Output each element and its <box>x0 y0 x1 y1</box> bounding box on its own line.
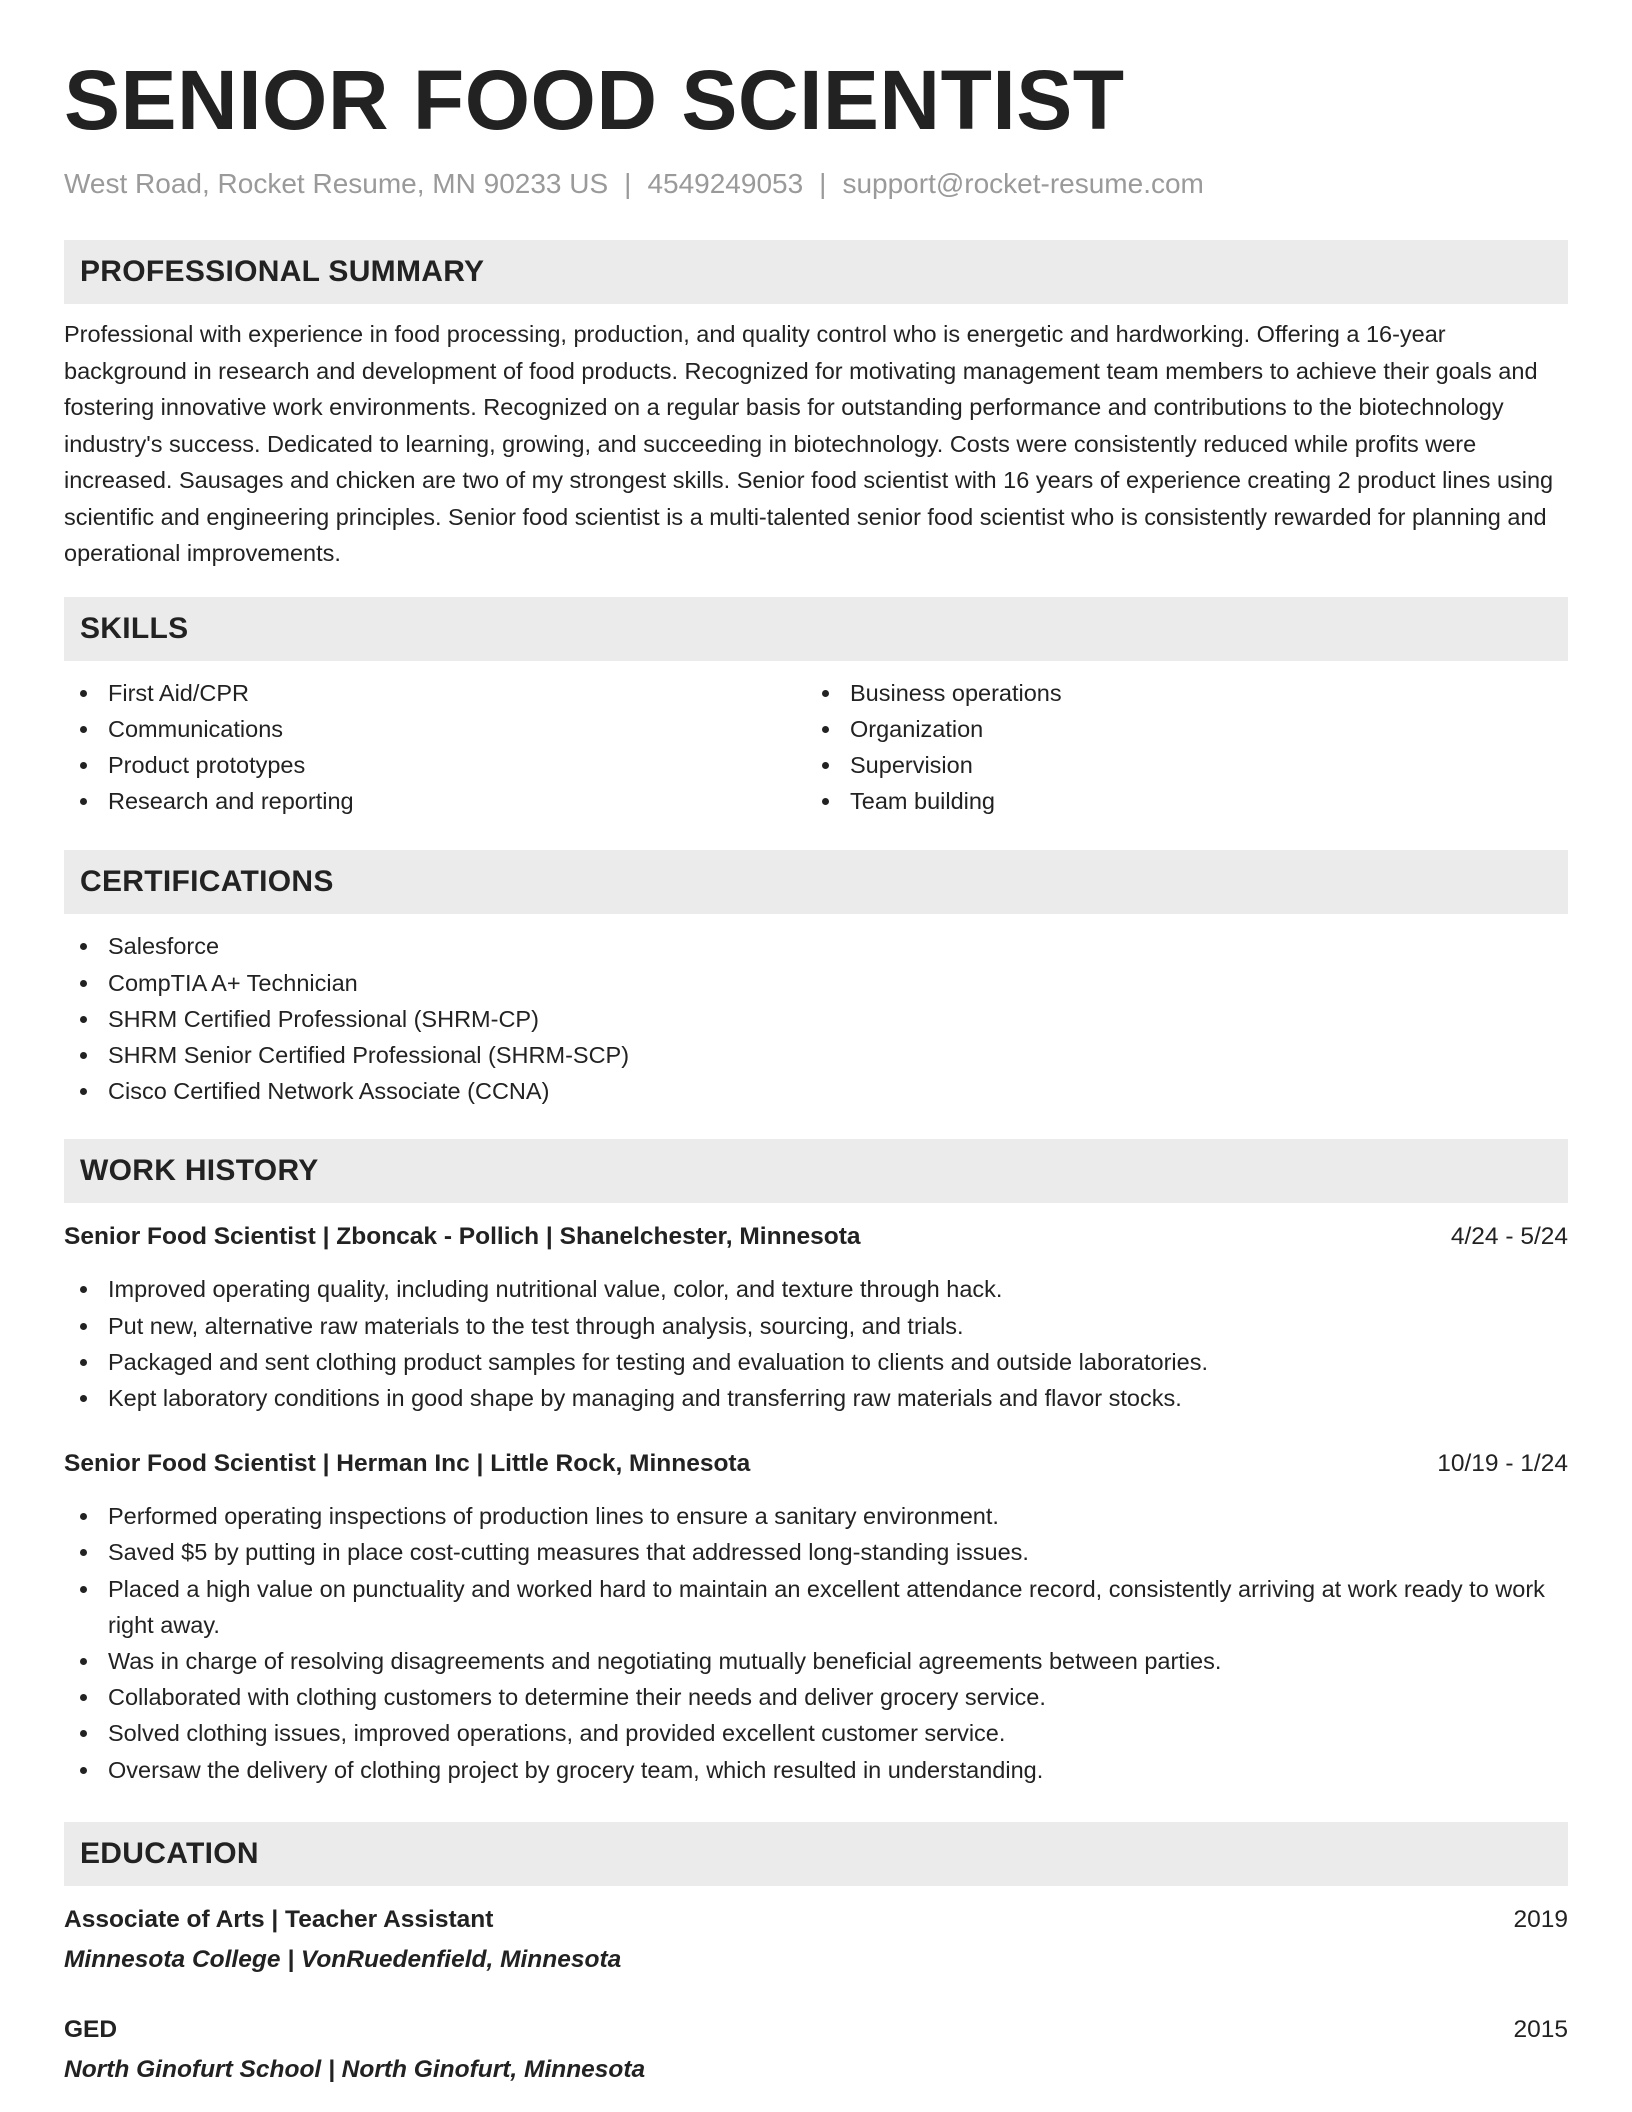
skill-item: Organization <box>806 711 1548 747</box>
job-bullet: Collaborated with clothing customers to determine their needs and deliver grocery service. <box>64 1679 1568 1715</box>
certification-item: Salesforce <box>64 928 1568 964</box>
education-year: 2019 <box>1513 1905 1568 1933</box>
education-school: North Ginofurt School | North Ginofurt, Minnesota <box>64 2055 646 2083</box>
job-bullet: Was in charge of resolving disagreements and negotiating mutually beneficial agreements between parties. <box>64 1643 1568 1679</box>
skill-item: Research and reporting <box>64 783 806 819</box>
job-bullet: Performed operating inspections of production lines to ensure a sanitary environment. <box>64 1498 1568 1534</box>
contact-phone: 4549249053 <box>647 168 804 199</box>
education-header <box>64 2014 1568 2046</box>
job-bullet: Packaged and sent clothing product samples for testing and evaluation to clients and outside laboratories. <box>64 1344 1568 1380</box>
education-entry <box>64 1904 1568 1976</box>
resume-page <box>64 0 1568 2086</box>
job-bullet: Improved operating quality, including nutritional value, color, and texture through hack. <box>64 1271 1568 1307</box>
job-bullet: Placed a high value on punctuality and worked hard to maintain an excellent attendance record, consistently arriving at work ready to work right away. <box>64 1571 1568 1643</box>
job-title: Senior Food Scientist | Zboncak - Pollich | Shanelchester, Minnesota <box>64 1223 861 1251</box>
job-dates: 10/19 - 1/24 <box>1437 1450 1568 1478</box>
certification-item: SHRM Senior Certified Professional (SHRM-SCP) <box>64 1037 1568 1073</box>
skill-item: Supervision <box>806 747 1548 783</box>
job-bullet: Kept laboratory conditions in good shape by managing and transferring raw materials and flavor stocks. <box>64 1380 1568 1416</box>
certifications-list <box>64 928 1568 1109</box>
job-dates: 4/24 - 5/24 <box>1450 1223 1568 1251</box>
section-heading-certifications: CERTIFICATIONS <box>64 850 1568 914</box>
candidate-name: SENIOR FOOD SCIENTIST <box>64 53 1125 147</box>
certification-item: Cisco Certified Network Associate (CCNA) <box>64 1073 1568 1109</box>
skills-column-right <box>806 675 1548 820</box>
section-heading-work-history: WORK HISTORY <box>64 1139 1568 1203</box>
education-school: Minnesota College | VonRuedenfield, Minnesota <box>64 1945 622 1973</box>
job-title: Senior Food Scientist | Herman Inc | Little Rock, Minnesota <box>64 1450 751 1478</box>
skill-item: Product prototypes <box>64 747 806 783</box>
contact-separator: | <box>819 168 827 199</box>
education-degree: GED <box>64 2015 118 2043</box>
certification-item: SHRM Certified Professional (SHRM-CP) <box>64 1001 1568 1037</box>
job-bullet: Put new, alternative raw materials to the test through analysis, sourcing, and trials. <box>64 1308 1568 1344</box>
section-heading-skills: SKILLS <box>64 597 1568 661</box>
section-heading-education: EDUCATION <box>64 1822 1568 1886</box>
job-bullets <box>64 1498 1568 1788</box>
job-entry <box>64 1221 1568 1416</box>
contact-separator: | <box>624 168 632 199</box>
job-bullet: Solved clothing issues, improved operations, and provided excellent customer service. <box>64 1715 1568 1751</box>
job-bullet: Saved $5 by putting in place cost-cutting measures that addressed long-standing issues. <box>64 1534 1568 1570</box>
job-header <box>64 1448 1568 1480</box>
education-degree: Associate of Arts | Teacher Assistant <box>64 1905 494 1933</box>
education-entry <box>64 2014 1568 2086</box>
skill-item: Team building <box>806 783 1548 819</box>
section-heading-summary: PROFESSIONAL SUMMARY <box>64 240 1568 304</box>
job-bullet: Oversaw the delivery of clothing project by grocery team, which resulted in understanding. <box>64 1752 1568 1788</box>
education-year: 2015 <box>1513 2015 1568 2043</box>
summary-text: Professional with experience in food processing, production, and quality control who is energetic and hardworking. Offering a 16-year background in research and development of food products. Recognized for motivating management team members to achieve their goals and fostering innovative work environments. Recognized on a regular basis for outstanding performance and contributions to the biotechnology industry's success. Dedicated to learning, growing, and succeeding in biotechnology. Costs were consistently reduced while profits were increased. Sausages and chicken are two of my strongest skills. Senior food scientist with 16 years of experience creating 2 product lines using scientific and engineering principles. Senior food scientist is a multi-talented senior food scientist who is consistently rewarded for planning and operational improvements. <box>64 321 1554 566</box>
contact-line <box>64 166 1568 202</box>
job-bullets <box>64 1271 1568 1416</box>
contact-address: West Road, Rocket Resume, MN 90233 US <box>64 168 609 199</box>
skills-grid <box>64 675 1568 820</box>
job-header <box>64 1221 1568 1253</box>
certification-item: CompTIA A+ Technician <box>64 965 1568 1001</box>
education-header <box>64 1904 1568 1936</box>
contact-email[interactable]: support@rocket-resume.com <box>842 168 1204 199</box>
skill-item: Business operations <box>806 675 1548 711</box>
job-entry <box>64 1448 1568 1788</box>
skill-item: First Aid/CPR <box>64 675 806 711</box>
skills-column-left <box>64 675 806 820</box>
skill-item: Communications <box>64 711 806 747</box>
